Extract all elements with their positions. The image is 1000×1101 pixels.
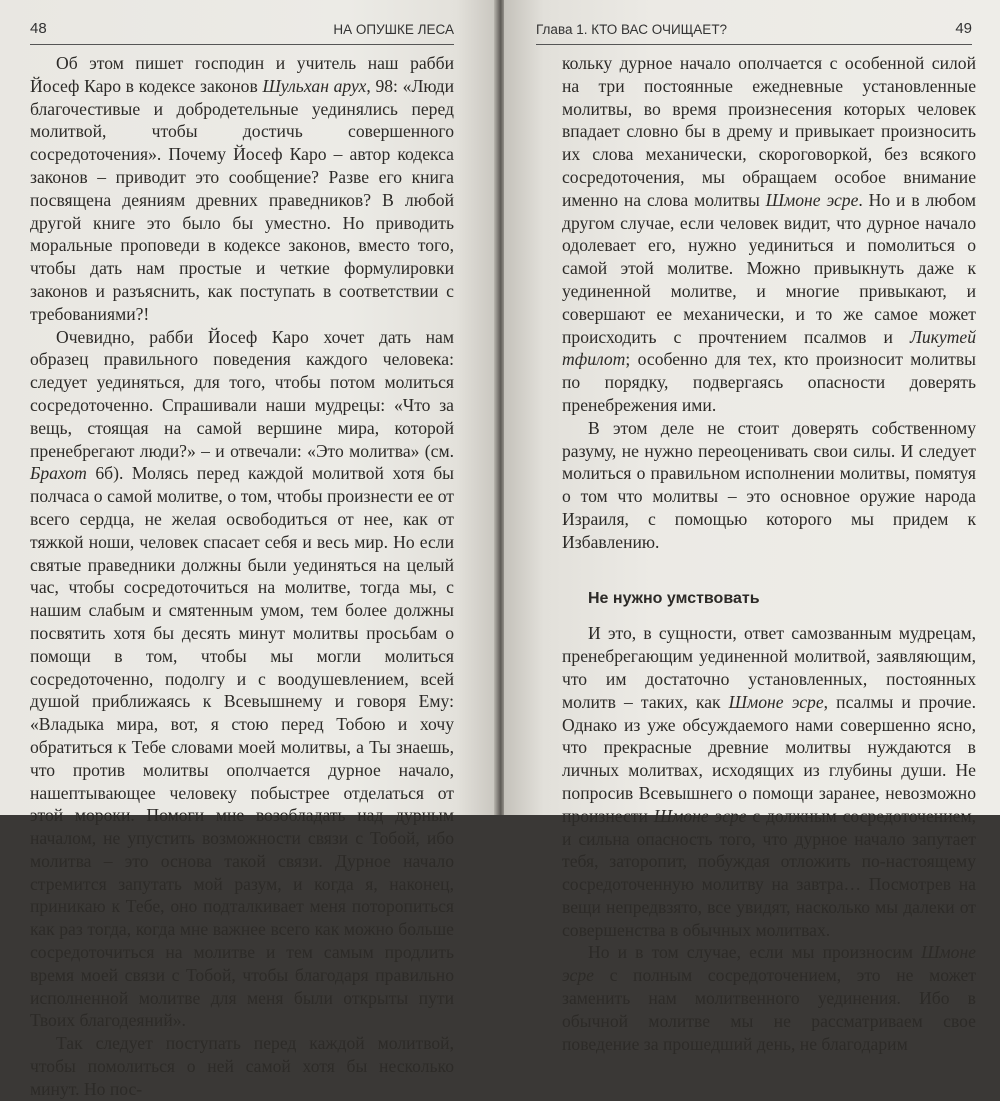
right-paragraph-3: И это, в сущности, ответ самозванным мудрецам, пренебрегающим уединенной молитвой, заявляющим, что им достаточно установленных, постоянных молитв – таких, как Шмоне эсре, псалмы и прочие. Однако из уже обсуждаемого нами совершенно ясно, что прекрасные древние молитвы нуждаются в личных молитвах, исходящих из глубины души. Не попросив Всевышнего о помощи заранее, невозможно произнести Шмоне эсре с должным сосредоточением, и сильна опасность того, что дурное начало запутает тебя, заторопит, побуждая отложить по-настоящему сосредоточенную молитву на завтра… Посмотрев на вещи непредвзято, все увидят, насколько мы далеки от совершенства в обычных молитвах.	[562, 623, 976, 940]
section-heading: Не нужно умствовать	[588, 589, 760, 607]
left-page-number: 48	[30, 20, 47, 37]
left-paragraph-3: Так следует поступать перед каждой молитвой, чтобы помолиться о ней самой хотя бы несколько минут. Но пос-	[30, 1033, 454, 1099]
left-running-title: НА ОПУШКЕ ЛЕСА	[333, 22, 454, 37]
right-paragraph-1: кольку дурное начало ополчается с особенной силой на три постоянные ежедневные установленные молитвы, во время произнесения которых человек впадает словно бы в дрему и привыкает произносить их слова механически, скороговоркой, без всякого сосредоточения, мы обращаем особое внимание именно на слова молитвы Шмоне эсре. Но и в любом другом случае, если человек видит, что дурное начало одолевает его, нужно уединиться и помолиться о самой этой молитве. Можно привыкнуть даже к уединенной молитве, и многие привыкают, и совершают ее механически, и то же самое может происходить с прочтением псалмов и Ликутей тфилот; особенно для тех, кто произносит молитвы по порядку, подвергаясь опасности доверять пренебрежения ими.	[562, 53, 976, 415]
right-header-rule	[536, 44, 972, 45]
italic-title: Шмоне эсре	[765, 189, 859, 210]
left-page-header	[30, 22, 454, 42]
left-page	[0, 0, 496, 1099]
left-paragraph-2: Очевидно, рабби Йосеф Каро хочет дать нам образец правильного поведения каждого человека: следует уединяться, для того, чтобы потом молиться сосредоточенно. Спрашивали наши мудрецы: «Что за вещь, стоящая на самой вершине мира, которой пренебрегают люди?» – и отвечали: «Это молитва» (см. Брахот 6б). Молясь перед каждой молитвой хотя бы полчаса о самой молитве, о том, чтобы произнести ее от всего сердца, не желая освободиться от нее, как от тяжкой ноши, человек спасает себя и весь мир. Но если святые праведники должны были уединяться на целый час, чтобы сосредоточиться на молитве, тогда мы, с нашим слабым и смятенным умом, тем более должны посвятить хотя бы десять минут молитвы просьбам о помощи в том, чтобы мы могли молиться сосредоточенно, подолгу и с воодушевлением, всей душой приближаясь к Всевышнему и говоря Ему: «Владыка мира, вот, я стою перед Тобою и хочу обратиться к Тебе словами моей молитвы, а Ты знаешь, что против молитвы ополчается дурное начало, нашептывающее человеку побыстрее отделаться от этой мороки. Помоги мне возобладать над дурным началом, не упустить возможности связи с Тобой, ибо молитва – это основа такой связи. Дурное начало стремится запутать мой разум, и когда я, наконец, приникаю к Тебе, оно подталкивает меня поторопиться как раз тогда, когда мне важнее всего как можно больше сосредоточиться на молитве и тем самым продлить время моей связи с Тобой, чтобы благодаря правильно исполненной молитве для меня были открыты пути Твоих благодеяний».	[30, 326, 454, 1031]
italic-title: Шмоне эсре	[562, 942, 976, 986]
right-running-title: Глава 1. КТО ВАС ОЧИЩАЕТ?	[536, 22, 728, 37]
italic-title: Брахот	[30, 463, 87, 484]
left-header-rule	[30, 44, 454, 45]
left-page-body	[30, 52, 454, 1101]
italic-title: Шмоне эсре	[653, 805, 747, 826]
right-paragraph-2: В этом деле не стоит доверять собственному разуму, не нужно переоценивать свои силы. И следует молиться о правильном исполнении молитвы, помятуя о том что молитвы – это основное оружие народа Израиля, с помощью которого мы придем к Избавлению.	[562, 417, 976, 552]
right-paragraph-4: Но и в том случае, если мы произносим Шмоне эсре с полным сосредоточением, это не может заменить нам молитвенного уединения. Ибо в обычной молитве мы не рассматриваем свое поведение за прошедший день, не благодарим	[562, 942, 976, 1054]
right-page-body	[562, 52, 976, 1055]
left-paragraph-1: Об этом пишет господин и учитель наш рабби Йосеф Каро в кодексе законов Шульхан арух, 98: «Люди благочестивые и добродетельные уединялись перед молитвой, чтобы достичь совершенного сосредоточения». Почему Йосеф Каро – автор кодекса законов – приводит это сообщение? Разве его книга посвящена деяниям древних праведников? В любой другой книге это было бы уместно. Но приводить моральные проповеди в кодексе законов, вместо того, чтобы дать нам простые и четкие формулировки законов и разъяснить, как поступать в соответствии с требованиями?!	[30, 53, 454, 324]
right-page-header	[536, 22, 972, 42]
italic-title: Шмоне эсре	[728, 691, 824, 712]
right-page-number: 49	[955, 20, 972, 37]
italic-title: Шульхан арух	[262, 75, 367, 96]
right-page	[504, 0, 1000, 1054]
italic-title: Ликутей тфилот	[562, 326, 976, 370]
